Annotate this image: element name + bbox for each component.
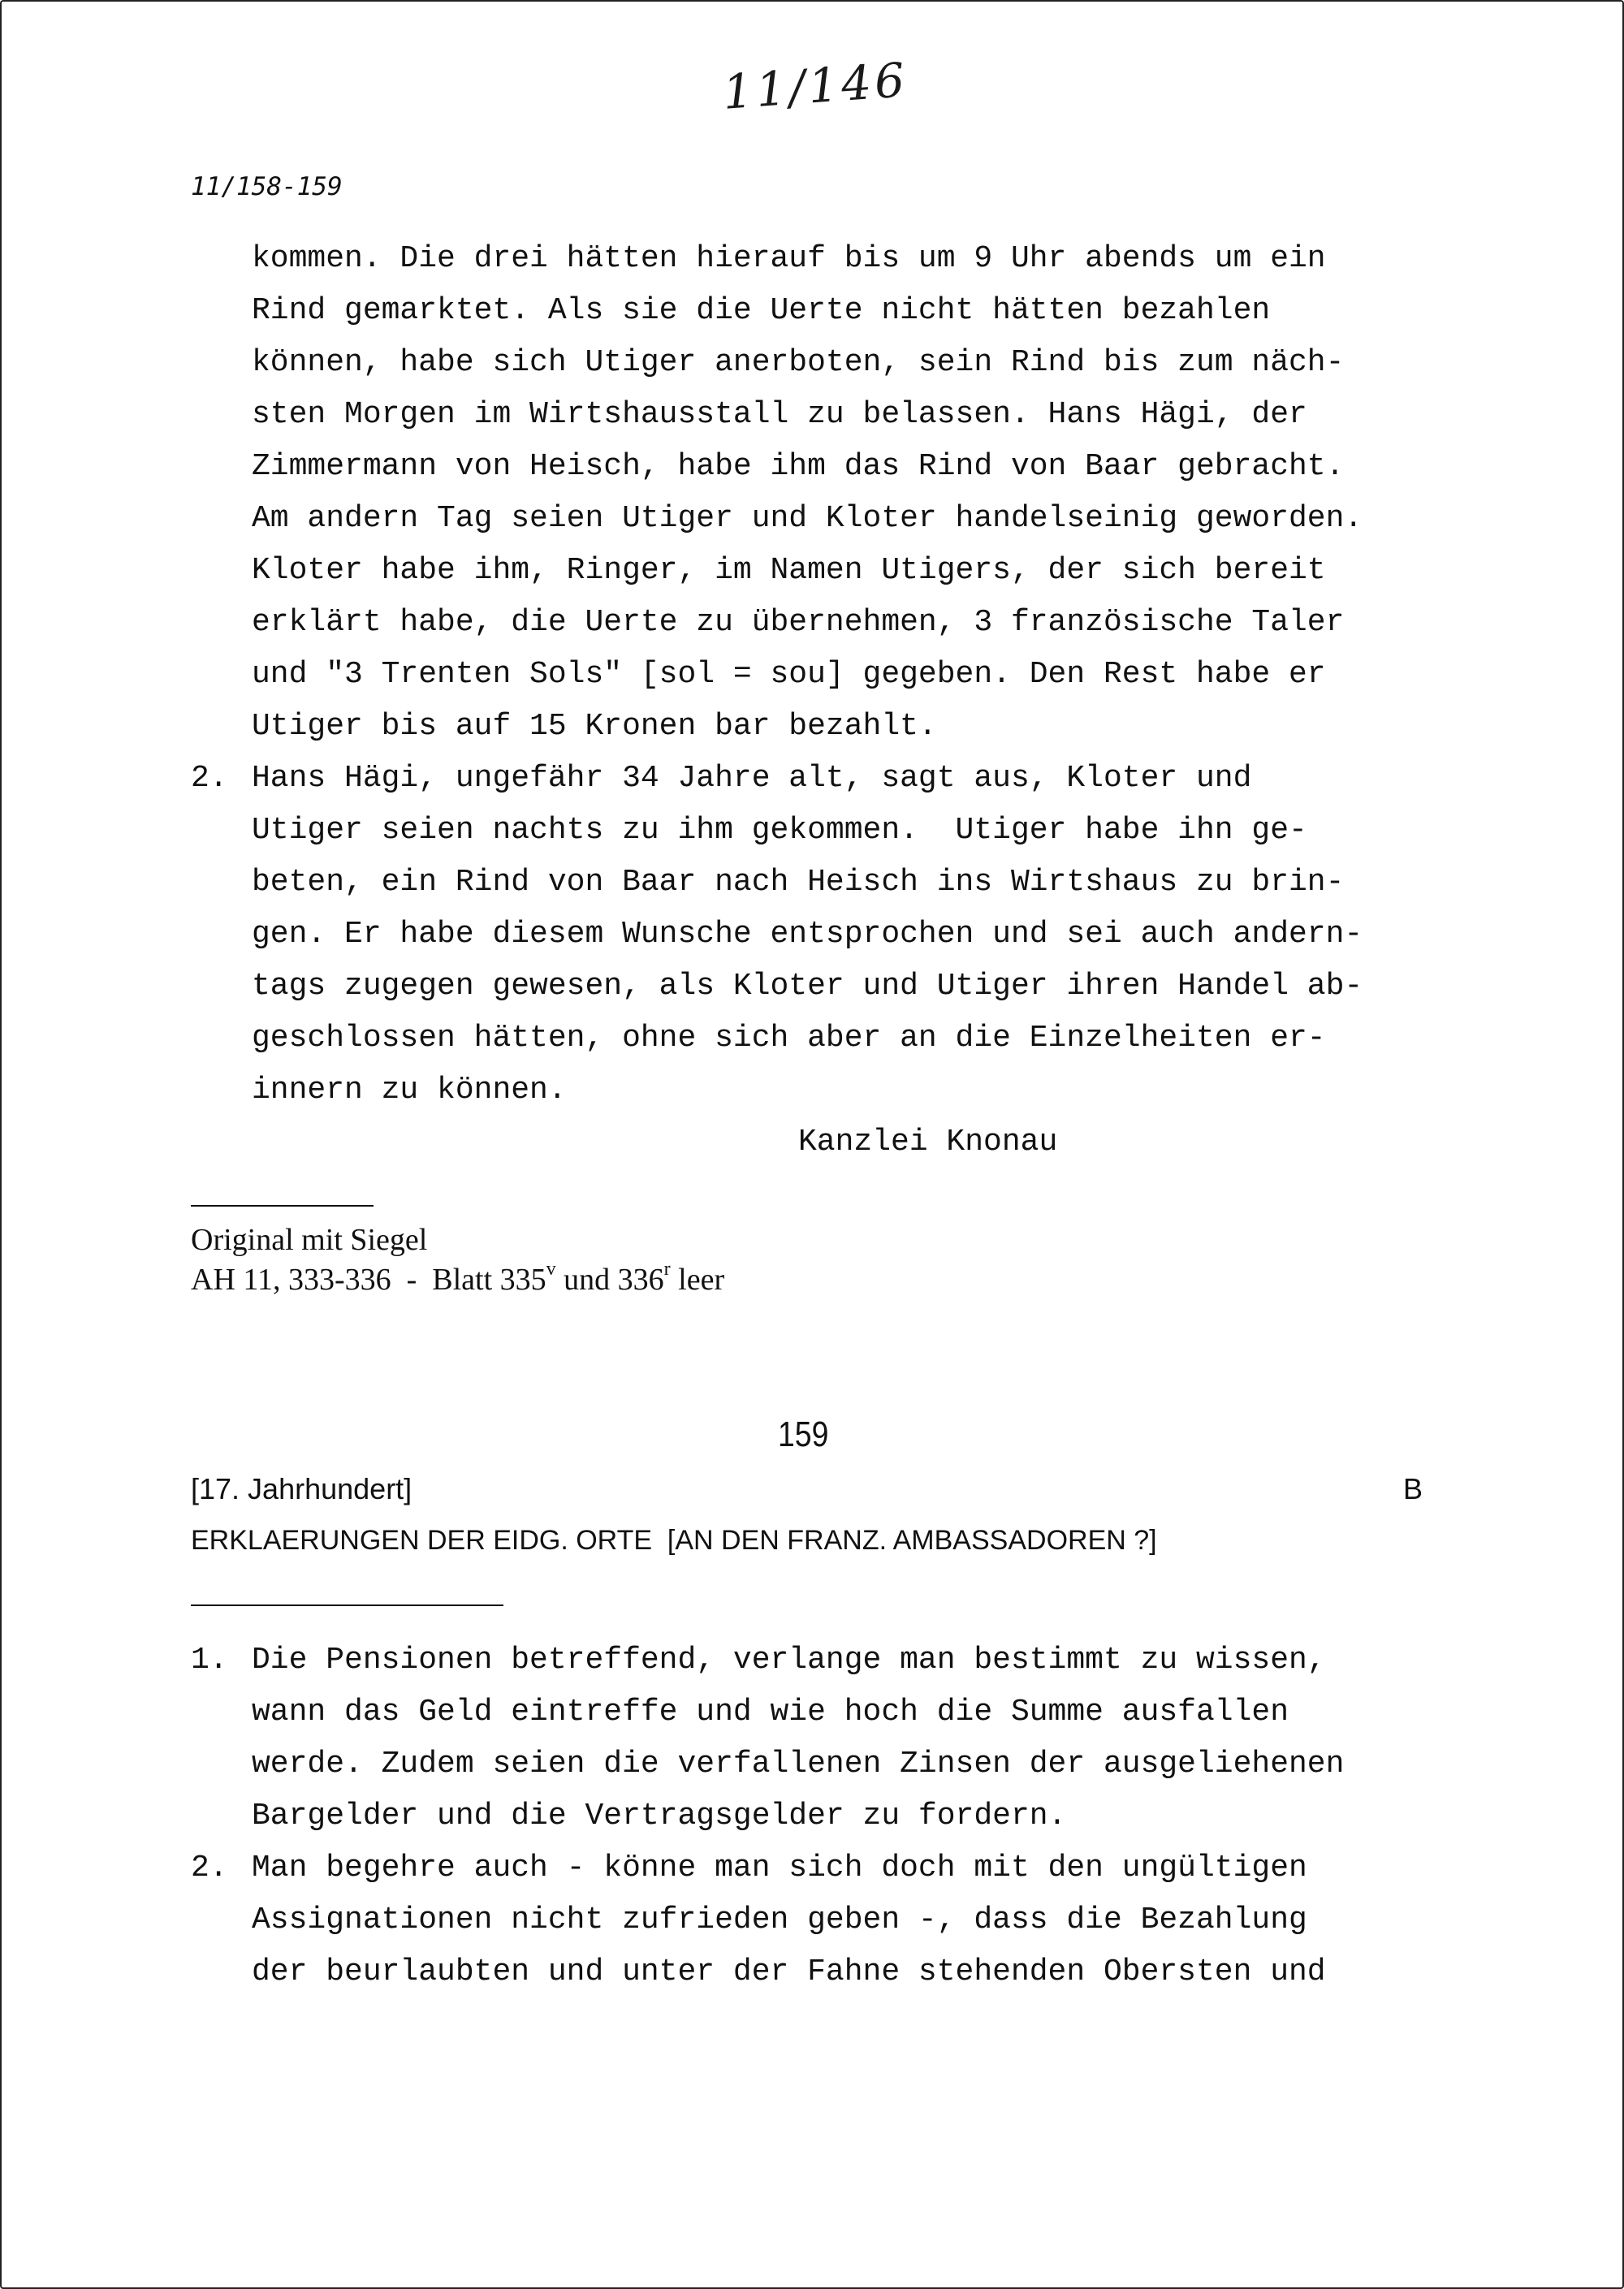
text-line: Utiger bis auf 15 Kronen bar bezahlt.: [252, 709, 937, 744]
document-title: ERKLAERUNGEN DER EIDG. ORTE [AN DEN FRANZ. AMBASSADOREN ?]: [191, 1525, 1157, 1556]
handwritten-page-number: 11/146: [720, 52, 910, 120]
text-line: Zimmermann von Heisch, habe ihm das Rind von Baar gebracht.: [252, 449, 1345, 484]
text-line: Kloter habe ihm, Ringer, im Namen Utigers, der sich bereit: [252, 553, 1326, 588]
text-line: Die Pensionen betreffend, verlange man bestimmt zu wissen,: [252, 1643, 1326, 1678]
footnote-rule: [191, 1205, 374, 1207]
text-line: Rind gemarktet. Als sie die Uerte nicht hätten bezahlen: [252, 293, 1271, 328]
text-line: Bargelder und die Vertragsgelder zu fordern.: [252, 1799, 1067, 1833]
text-line: erklärt habe, die Uerte zu übernehmen, 3 französische Taler: [252, 605, 1345, 640]
text-line: Am andern Tag seien Utiger und Kloter handelseinig geworden.: [252, 501, 1363, 536]
text-line: Hans Hägi, ungefähr 34 Jahre alt, sagt aus, Kloter und: [252, 761, 1252, 796]
text-line: Assignationen nicht zufrieden geben -, dass die Bezahlung: [252, 1902, 1307, 1937]
footnote-text: AH 11, 333-336 - Blatt 335: [191, 1263, 546, 1297]
text-line: der beurlaubten und unter der Fahne stehenden Obersten und: [252, 1954, 1326, 1989]
text-line: beten, ein Rind von Baar nach Heisch ins Wirtshaus zu brin-: [252, 865, 1345, 900]
list-number: 1.: [191, 1643, 228, 1678]
superscript: r: [663, 1259, 671, 1280]
text-line: tags zugegen gewesen, als Kloter und Utiger ihren Handel ab-: [252, 969, 1363, 1004]
footnote-line: Original mit Siegel: [191, 1223, 428, 1257]
superscript: v: [546, 1259, 556, 1280]
text-line: innern zu können.: [252, 1073, 567, 1108]
signature: Kanzlei Knonau: [798, 1125, 1058, 1160]
text-line: und "3 Trenten Sols" [sol = sou] gegeben. Den Rest habe er: [252, 657, 1326, 692]
footnote-text: leer: [670, 1263, 725, 1297]
text-line: sten Morgen im Wirtshausstall zu belassen. Hans Hägi, der: [252, 397, 1307, 432]
text-line: werde. Zudem seien die verfallenen Zinsen der ausgeliehenen: [252, 1747, 1345, 1782]
title-rule: [191, 1604, 503, 1606]
footnote-text: und 336: [555, 1263, 664, 1297]
text-line: gen. Er habe diesem Wunsche entsprochen und sei auch andern-: [252, 917, 1363, 952]
text-line: können, habe sich Utiger anerboten, sein Rind bis zum näch-: [252, 345, 1345, 380]
document-class: B: [1403, 1472, 1423, 1505]
list-number: 2.: [191, 1851, 228, 1885]
text-line: geschlossen hätten, ohne sich aber an die Einzelheiten er-: [252, 1021, 1326, 1056]
document-reference: 11/158-159: [191, 172, 343, 201]
text-line: Man begehre auch - könne man sich doch mit den ungültigen: [252, 1851, 1307, 1885]
footnote-line: [191, 1259, 724, 1298]
text-line: Utiger seien nachts zu ihm gekommen. Utiger habe ihn ge-: [252, 813, 1307, 848]
document-number: 159: [778, 1414, 829, 1454]
list-number: 2.: [191, 761, 228, 796]
text-line: wann das Geld eintreffe und wie hoch die Summe ausfallen: [252, 1695, 1289, 1730]
text-line: kommen. Die drei hätten hierauf bis um 9 Uhr abends um ein: [252, 241, 1326, 276]
document-date: [17. Jahrhundert]: [191, 1472, 412, 1505]
